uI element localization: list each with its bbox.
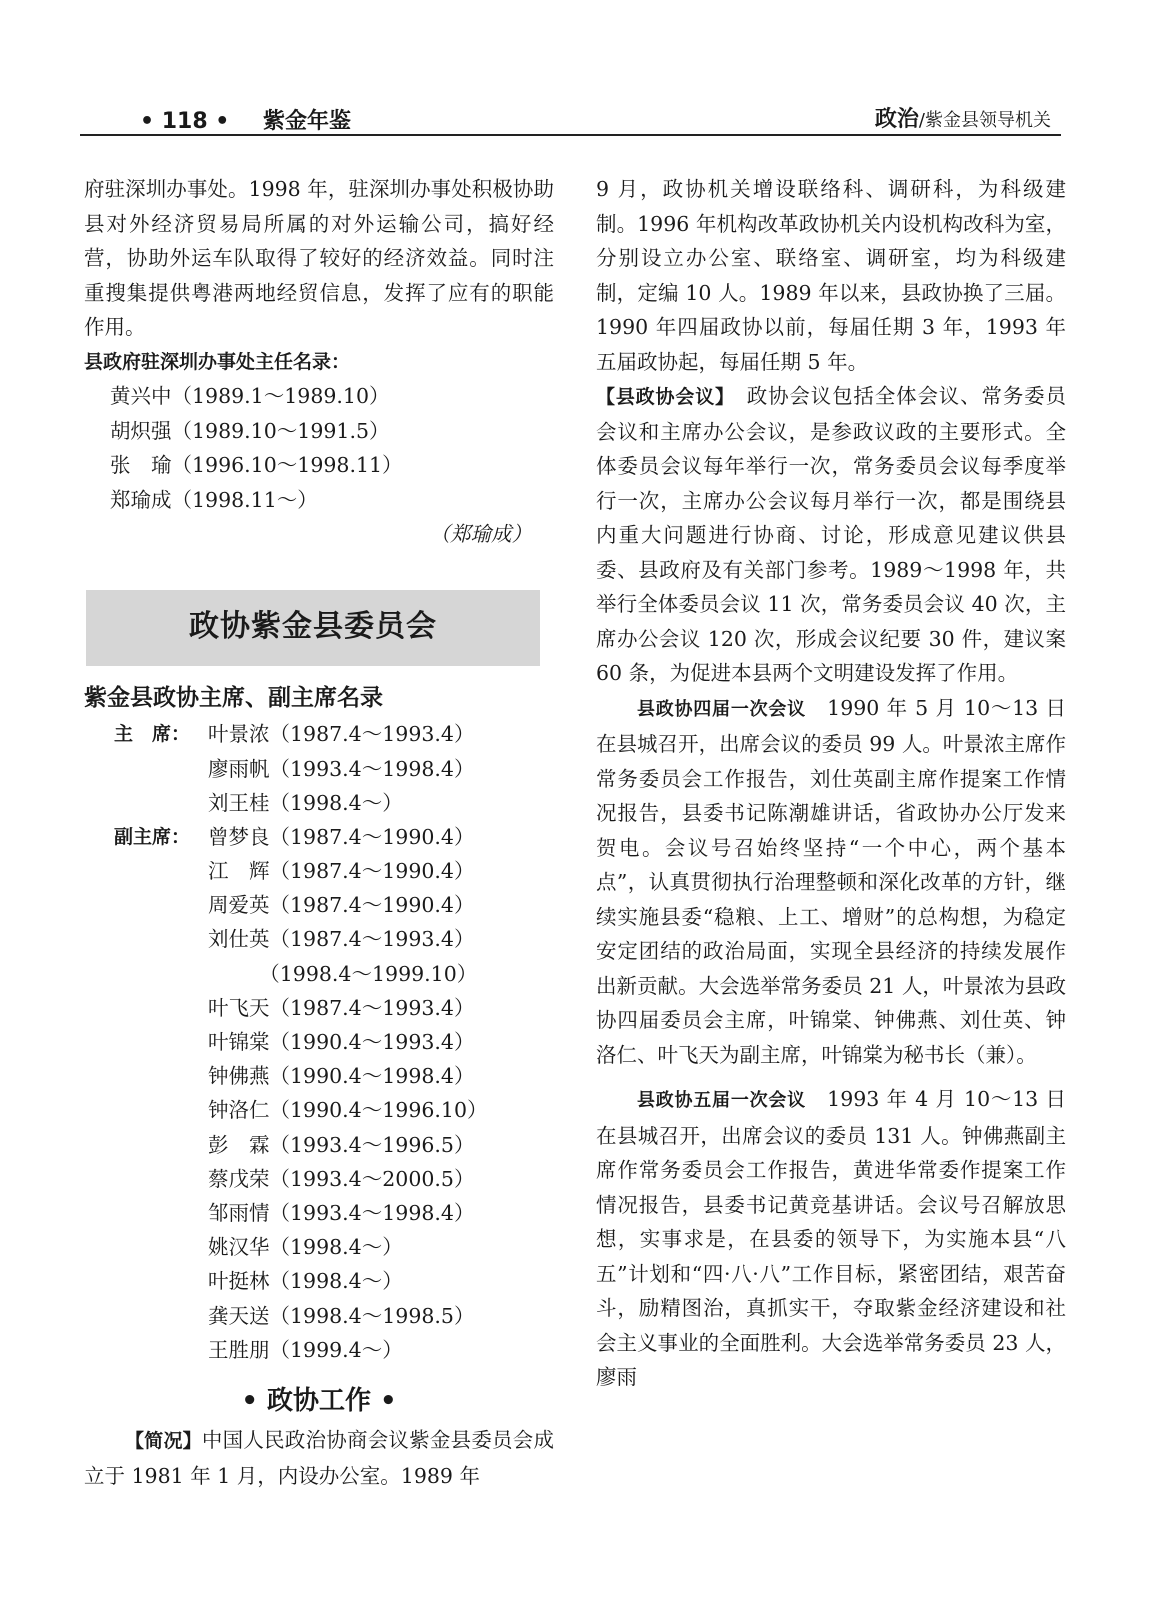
roster-row — [84, 752, 554, 786]
fifth-session-title: 县政协五届一次会议 — [637, 1090, 806, 1111]
header-right — [875, 102, 1051, 133]
roster-entry: 叶景浓（1987.4～1993.4） — [208, 722, 475, 747]
fifth-session-paragraph — [596, 1082, 1066, 1395]
roster-row — [84, 888, 554, 922]
roster-list — [84, 718, 554, 1368]
meeting-text: 政协会议包括全体会议、常务委员会议和主席办公会议，是参政议政的主要形式。全体委员会议每年举行一次，常务委员会议每季度举行一次，主席办公会议每月举行一次，都是围绕县内重大问题进行协商、讨论，形成意见建议供县委、县政府及有关部门参考。1989～1998 年，共举行全体委员会议 11 次，常务委员会议 40 次，主席办公会议 120 次，形成会议纪要 30 件，建议案 60 条，为促进本县两个文明建设发挥了作用。 — [596, 384, 1066, 685]
fifth-session-text: 1993 年 4 月 10～13 日在县城召开，出席会议的委员 131 人。钟佛燕副主席作常务委员会工作报告，黄进华常委作提案工作情况报告，县委书记黄竞基讲话。会议号召解放思想，实事求是，在县委的领导下，为实施本县“八五”计划和“四·八·八”工作目标，紧密团结，艰苦奋斗，励精图治，真抓实干，夺取紫金经济建设和社会主义事业的全面胜利。大会选举常务委员 23 人，廖雨 — [596, 1087, 1067, 1389]
book-title: 紫金年鉴 — [263, 109, 352, 134]
section-title: 政协紫金县委员会 — [189, 609, 437, 645]
roster-row — [84, 1025, 554, 1059]
section-subname: /紫金县领导机关 — [918, 110, 1051, 131]
fourth-session-title: 县政协四届一次会议 — [637, 698, 806, 720]
roster-row — [84, 1162, 554, 1196]
brief-paragraph — [84, 1423, 554, 1493]
director-entry: 郑瑜成（1998.11～） — [110, 487, 318, 512]
fourth-session-paragraph — [596, 691, 1066, 1073]
page-number: • 118 • — [140, 109, 230, 134]
roster-row — [84, 957, 554, 991]
brief-text: 中国人民政治协商会议紫金县委员会成立于 1981 年 1 月，内设办公室。1989 年 — [84, 1428, 554, 1488]
roster-entry: 姚汉华（1998.4～） — [208, 1235, 403, 1260]
roster-row — [84, 1059, 554, 1093]
roster-entry: 刘王桂（1998.4～） — [208, 790, 403, 815]
director-entry: 黄兴中（1989.1～1989.10） — [110, 384, 390, 408]
roster-entry: 曾梦良（1987.4～1990.4） — [208, 824, 475, 849]
roster-row — [84, 718, 554, 752]
header-left — [140, 104, 351, 135]
meeting-paragraph — [596, 379, 1066, 691]
brief-tag: 【简况】 — [125, 1430, 202, 1453]
roster-entry: 廖雨帆（1993.4～1998.4） — [208, 756, 475, 781]
roster-row — [84, 786, 554, 820]
roster-row — [84, 820, 554, 854]
intro-paragraph: 府驻深圳办事处。1998 年，驻深圳办事处积极协助县对外经济贸易局所属的对外运输公司，搞好经营，协助外运车队取得了较好的经济效益。同时注重搜集提供粤港两地经贸信息，发挥了应有的职能作用。 — [84, 177, 554, 339]
author-credit: （郑瑜成） — [429, 522, 532, 546]
roster-row — [84, 1230, 554, 1264]
roster-row — [84, 1094, 554, 1128]
roster-entry: （1998.4～1999.10） — [208, 961, 478, 986]
roster-row — [84, 1333, 554, 1367]
director-entry: 张 瑜（1996.10～1998.11） — [110, 453, 403, 477]
roster-row — [84, 1196, 554, 1230]
section-name: 政治 — [874, 107, 919, 132]
chair-label: 主 席： — [114, 723, 191, 746]
roster-entry: 叶飞天（1987.4～1993.4） — [208, 995, 475, 1020]
roster-entry: 邹雨情（1993.4～1998.4） — [208, 1200, 475, 1225]
roster-entry: 江 辉（1987.4～1990.4） — [208, 859, 475, 884]
roster-entry: 叶挺林（1998.4～） — [208, 1269, 403, 1294]
roster-entry: 周爱英（1987.4～1990.4） — [208, 893, 475, 918]
roster-title: 紫金县政协主席、副主席名录 — [84, 684, 383, 711]
roster-entry: 龚天送（1998.4～1998.5） — [208, 1303, 475, 1328]
roster-row — [84, 923, 554, 957]
roster-row — [84, 991, 554, 1025]
roster-entry: 蔡戊荣（1993.4～2000.5） — [208, 1166, 475, 1191]
meeting-tag: 【县政协会议】 — [596, 386, 726, 408]
roster-row — [84, 1265, 554, 1299]
right-column — [596, 172, 1066, 1395]
section-title-box — [86, 590, 540, 666]
vice-chair-label: 副主席： — [114, 825, 191, 848]
page-header — [80, 100, 1061, 136]
roster-row — [84, 854, 554, 888]
roster-entry: 王胜朋（1999.4～） — [208, 1337, 403, 1362]
roster-row — [84, 1299, 554, 1333]
roster-entry: 刘仕英（1987.4～1993.4） — [208, 927, 475, 952]
roster-entry: 钟佛燕（1990.4～1998.4） — [208, 1064, 475, 1089]
fourth-session-text: 1990 年 5 月 10～13 日在县城召开，出席会议的委员 99 人。叶景浓主席作常务委员会工作报告，刘仕英副主席作提案工作情况报告，县委书记陈潮雄讲话，省政协办公厅发来贺电。会议号召始终坚持“一个中心，两个基本点”，认真贯彻执行治理整顿和深化改革的方针，继续实施县委“稳粮、上工、增财”的总构想，为稳定安定团结的政治局面，实现全县经济的持续发展作出新贡献。大会选举常务委员 21 人，叶景浓为县政协四届委员会主席，叶锦棠、钟佛燕、刘仕英、钟洛仁、叶飞天为副主席，叶锦棠为秘书长（兼）。 — [596, 695, 1067, 1067]
director-entry: 胡炽强（1989.10～1991.5） — [110, 418, 390, 443]
work-heading: • 政协工作 • — [241, 1386, 397, 1417]
roster-entry: 叶锦棠（1990.4～1993.4） — [208, 1030, 475, 1055]
roster-row — [84, 1128, 554, 1162]
structure-paragraph: 9 月，政协机关增设联络科、调研科，为科级建制。1996 年机构改革政协机关内设机构改科为室，分别设立办公室、联络室、调研室，均为科级建制，定编 10 人。1989 年以来，县政协换了三届。1990 年四届政协以前，每届任期 3 年，1993 年五届政协起，每届任期 5 年。 — [596, 177, 1066, 374]
roster-entry: 钟洛仁（1990.4～1996.10） — [208, 1098, 488, 1123]
roster-entry: 彭 霖（1993.4～1996.5） — [208, 1132, 475, 1157]
left-column — [84, 172, 554, 1493]
directors-title: 县政府驻深圳办事处主任名录： — [84, 350, 351, 373]
